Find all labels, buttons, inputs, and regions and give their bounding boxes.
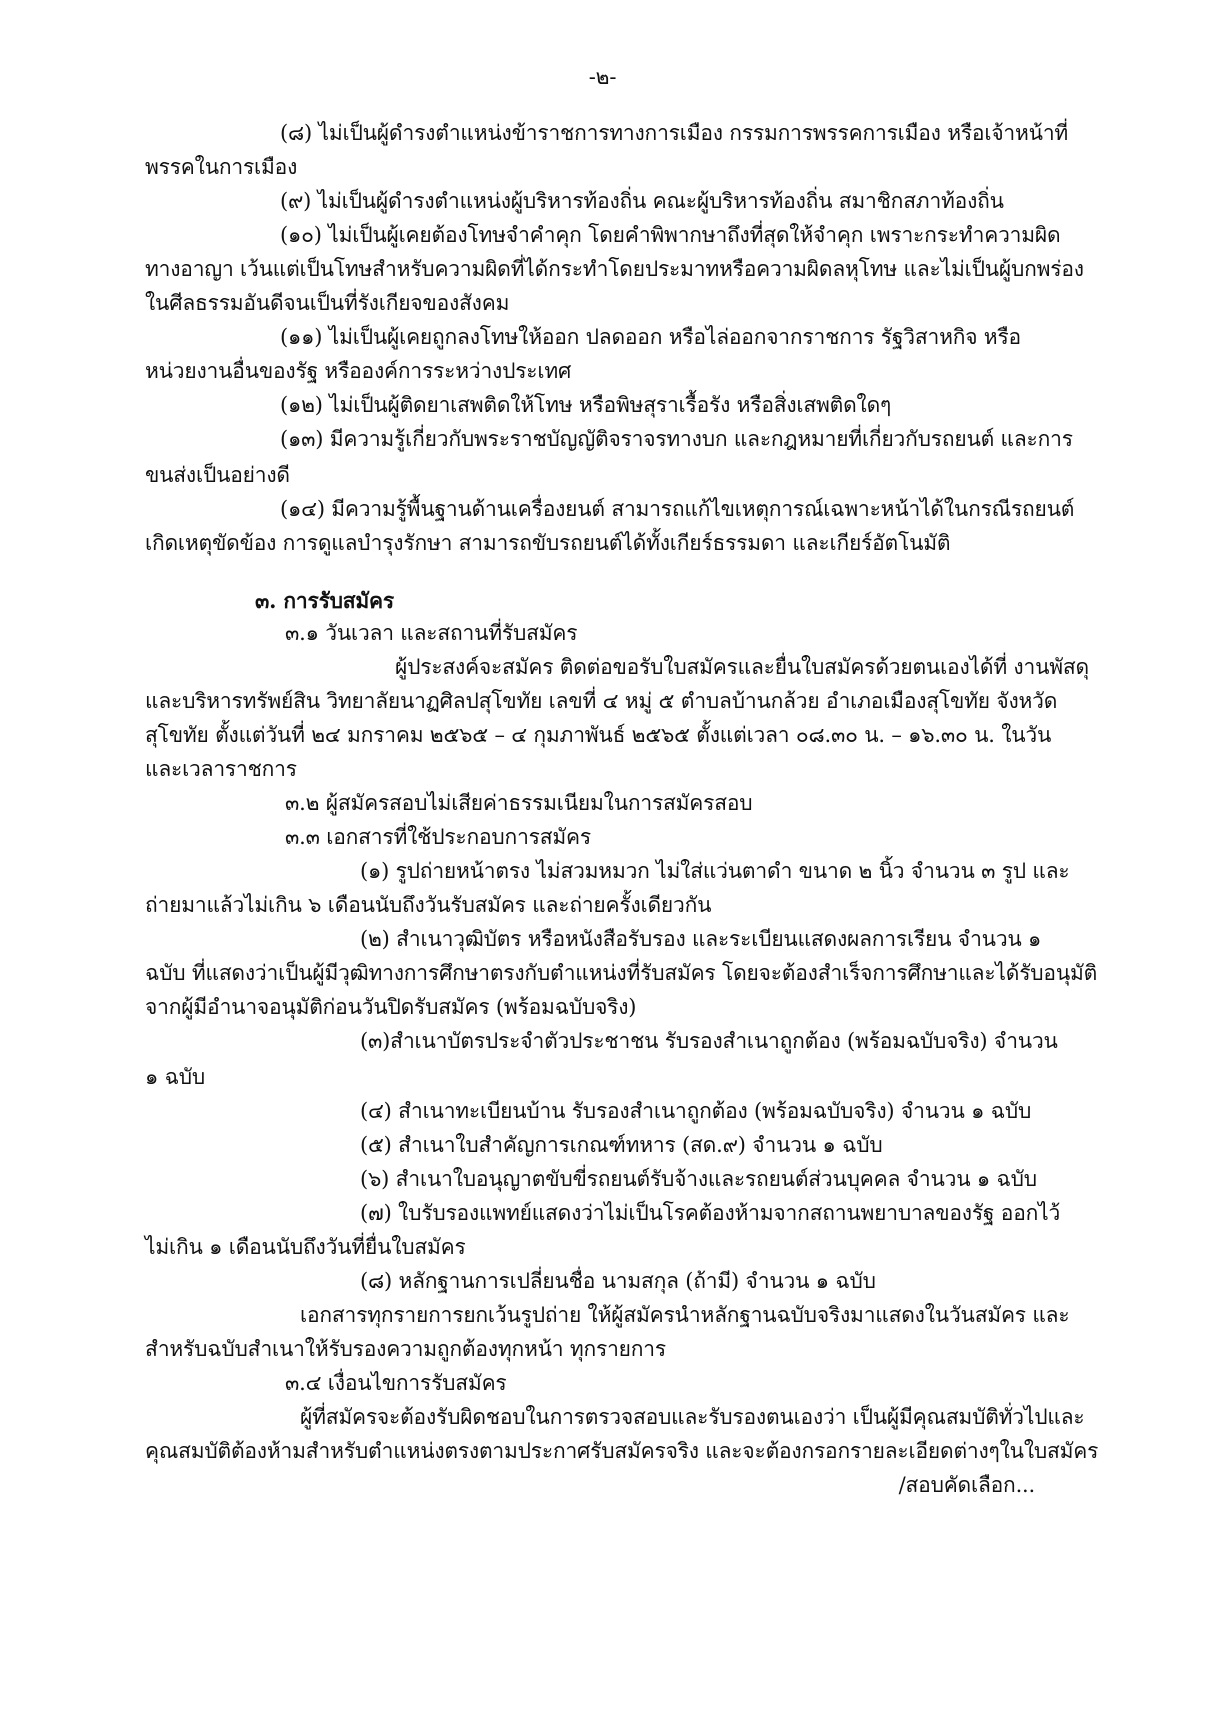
qualification-13-line-1: (๑๓) มีความรู้เกี่ยวกับพระราชบัญญัติจราจรทางบก และกฎหมายที่เกี่ยวกับรถยนต์ และการ <box>280 427 1073 451</box>
qualification-11-line-2: หน่วยงานอื่นของรัฐ หรือองค์การระหว่างประเทศ <box>145 359 572 383</box>
document-item-1-line-2: ถ่ายมาแล้วไม่เกิน ๖ เดือนนับถึงวันรับสมัคร และถ่ายครั้งเดียวกัน <box>145 893 712 917</box>
qualification-10-line-3: ในศีลธรรมอันดีจนเป็นที่รังเกียจของสังคม <box>145 291 510 315</box>
section-3-4-line-1: ผู้ที่สมัครจะต้องรับผิดชอบในการตรวจสอบและรับรองตนเองว่า เป็นผู้มีคุณสมบัติทั่วไปและ <box>300 1405 1085 1429</box>
document-item-8: (๘) หลักฐานการเปลี่ยนชื่อ นามสกุล (ถ้ามี) จำนวน ๑ ฉบับ <box>360 1269 876 1293</box>
qualification-10-line-2: ทางอาญา เว้นแต่เป็นโทษสำหรับความผิดที่ได้กระทำโดยประมาทหรือความผิดลหุโทษ และไม่เป็นผู้บกพร่อง <box>145 257 1084 281</box>
qualification-8-line-1: (๘) ไม่เป็นผู้ดำรงตำแหน่งข้าราชการทางการเมือง กรรมการพรรคการเมือง หรือเจ้าหน้าที่ <box>280 121 1069 145</box>
qualification-10-line-1: (๑๐) ไม่เป็นผู้เคยต้องโทษจำคำคุก โดยคำพิพากษาถึงที่สุดให้จำคุก เพราะกระทำความผิด <box>280 223 1061 247</box>
section-3-4-line-2: คุณสมบัติต้องห้ามสำหรับตำแหน่งตรงตามประกาศรับสมัครจริง และจะต้องกรอกรายละเอียดต่างๆในใบสมัคร <box>145 1439 1099 1463</box>
document-item-7-line-1: (๗) ใบรับรองแพทย์แสดงว่าไม่เป็นโรคต้องห้ามจากสถานพยาบาลของรัฐ ออกไว้ <box>360 1201 1061 1225</box>
section-3-2: ๓.๒ ผู้สมัครสอบไม่เสียค่าธรรมเนียมในการสมัครสอบ <box>285 791 753 815</box>
document-item-2-line-1: (๒) สำเนาวุฒิบัตร หรือหนังสือรับรอง และระเบียนแสดงผลการเรียน จำนวน ๑ <box>360 927 1042 951</box>
section-3-3-title: ๓.๓ เอกสารที่ใช้ประกอบการสมัคร <box>285 825 591 849</box>
document-item-7-line-2: ไม่เกิน ๑ เดือนนับถึงวันที่ยื่นใบสมัคร <box>145 1235 466 1259</box>
qualification-12: (๑๒) ไม่เป็นผู้ติดยาเสพติดให้โทษ หรือพิษสุราเรื้อรัง หรือสิ่งเสพติดใดๆ <box>280 393 892 417</box>
document-item-3-line-2: ๑ ฉบับ <box>145 1065 205 1089</box>
document-item-2-line-3: จากผู้มีอำนาจอนุมัติก่อนวันปิดรับสมัคร (พร้อมฉบับจริง) <box>145 995 637 1019</box>
document-item-2-line-2: ฉบับ ที่แสดงว่าเป็นผู้มีวุฒิทางการศึกษาตรงกับตำแหน่งที่รับสมัคร โดยจะต้องสำเร็จการศึกษาและได้รับอนุมัติ <box>145 961 1098 985</box>
section-3-1-line-2: และบริหารทรัพย์สิน วิทยาลัยนาฏศิลปสุโขทัย เลขที่ ๔ หมู่ ๕ ตำบลบ้านกล้วย อำเภอเมืองสุโขทัย จังหวัด <box>145 689 1058 713</box>
document-item-1-line-1: (๑) รูปถ่ายหน้าตรง ไม่สวมหมวก ไม่ใส่แว่นตาดำ ขนาด ๒ นิ้ว จำนวน ๓ รูป และ <box>360 859 1070 883</box>
documents-note-line-1: เอกสารทุกรายการยกเว้นรูปถ่าย ให้ผู้สมัครนำหลักฐานฉบับจริงมาแสดงในวันสมัคร และ <box>300 1303 1070 1327</box>
document-item-5: (๕) สำเนาใบสำคัญการเกณฑ์ทหาร (สด.๙) จำนวน ๑ ฉบับ <box>360 1133 883 1157</box>
document-item-3-line-1: (๓)สำเนาบัตรประจำตัวประชาชน รับรองสำเนาถูกต้อง (พร้อมฉบับจริง) จำนวน <box>360 1029 1058 1053</box>
qualification-14-line-2: เกิดเหตุขัดข้อง การดูแลบำรุงรักษา สามารถขับรถยนต์ได้ทั้งเกียร์ธรรมดา และเกียร์อัตโนมัติ <box>145 531 951 555</box>
section-3-1-line-1: ผู้ประสงค์จะสมัคร ติดต่อขอรับใบสมัครและยื่นใบสมัครด้วยตนเองได้ที่ งานพัสดุ <box>395 655 1089 679</box>
document-item-4: (๔) สำเนาทะเบียนบ้าน รับรองสำเนาถูกต้อง (พร้อมฉบับจริง) จำนวน ๑ ฉบับ <box>360 1099 1032 1123</box>
page-number: -๒- <box>588 65 617 89</box>
qualification-8-line-2: พรรคในการเมือง <box>145 155 298 179</box>
section-3-4-title: ๓.๔ เงื่อนไขการรับสมัคร <box>285 1371 507 1395</box>
documents-note-line-2: สำหรับฉบับสำเนาให้รับรองความถูกต้องทุกหน้า ทุกรายการ <box>145 1337 666 1361</box>
qualification-9: (๙) ไม่เป็นผู้ดำรงตำแหน่งผู้บริหารท้องถิ่น คณะผู้บริหารท้องถิ่น สมาชิกสภาท้องถิ่น <box>280 189 1004 213</box>
qualification-11-line-1: (๑๑) ไม่เป็นผู้เคยถูกลงโทษให้ออก ปลดออก หรือไล่ออกจากราชการ รัฐวิสาหกิจ หรือ <box>280 325 1021 349</box>
qualification-14-line-1: (๑๔) มีความรู้พื้นฐานด้านเครื่องยนต์ สามารถแก้ไขเหตุการณ์เฉพาะหน้าได้ในกรณีรถยนต์ <box>280 497 1075 521</box>
section-3-1-line-3: สุโขทัย ตั้งแต่วันที่ ๒๔ มกราคม ๒๕๖๕ – ๔ กุมภาพันธ์ ๒๕๖๕ ตั้งแต่เวลา ๐๘.๓๐ น. – ๑๖.๓๐ น. ในวัน <box>145 723 1052 747</box>
section-3-1-title: ๓.๑ วันเวลา และสถานที่รับสมัคร <box>285 621 578 645</box>
qualification-13-line-2: ขนส่งเป็นอย่างดี <box>145 463 290 487</box>
continuation-marker: /สอบคัดเลือก... <box>898 1473 1035 1497</box>
section-3-heading: ๓. การรับสมัคร <box>255 588 394 613</box>
section-3-1-line-4: และเวลาราชการ <box>145 757 297 781</box>
document-item-6: (๖) สำเนาใบอนุญาตขับขี่รถยนต์รับจ้างและรถยนต์ส่วนบุคคล จำนวน ๑ ฉบับ <box>360 1167 1037 1191</box>
